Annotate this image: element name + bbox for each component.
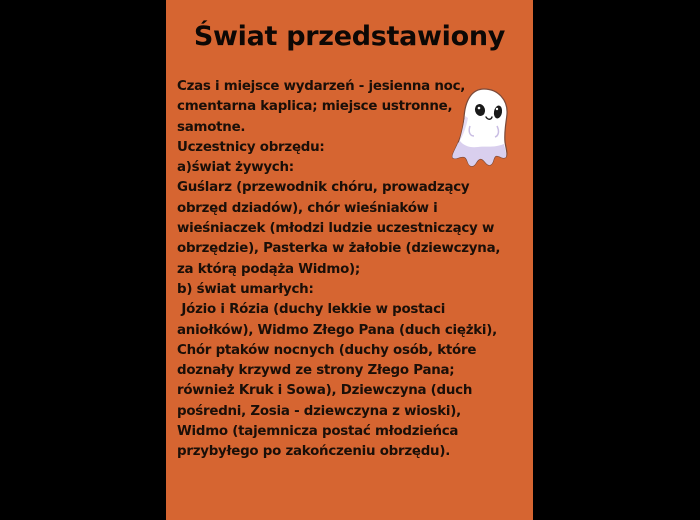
- body-line: b) świat umarłych:: [177, 281, 314, 297]
- body-line: obrzędzie), Pasterka w żałobie (dziewczyna,: [177, 241, 501, 257]
- body-line: samotne.: [177, 119, 246, 135]
- body-line: a)świat żywych:: [177, 160, 294, 176]
- body-line: wieśniaczek (młodzi ludzie uczestniczący w: [177, 221, 495, 237]
- body-line: aniołków), Widmo Złego Pana (duch ciężki),: [177, 322, 497, 338]
- body-line: Widmo (tajemnicza postać młodzieńca: [177, 424, 459, 440]
- body-line: doznały krzywd ze strony Złego Pana;: [177, 363, 455, 379]
- body-line: obrzęd dziadów), chór wieśniaków i: [177, 200, 438, 216]
- body-line: za którą podąża Widmo);: [177, 261, 361, 277]
- body-line: również Kruk i Sowa), Dziewczyna (duch: [177, 383, 473, 399]
- body-line: Uczestnicy obrzędu:: [177, 139, 325, 155]
- body-line: Chór ptaków nocnych (duchy osób, które: [177, 342, 477, 358]
- ghost-icon: [450, 86, 512, 168]
- body-line: Józio i Rózia (duchy lekkie w postaci: [177, 302, 446, 318]
- body-line: Guślarz (przewodnik chóru, prowadzący: [177, 180, 470, 196]
- body-line: pośredni, Zosia - dziewczyna z wioski),: [177, 403, 461, 419]
- body-line: Czas i miejsce wydarzeń - jesienna noc,: [177, 79, 466, 94]
- slide-title: Świat przedstawiony: [193, 21, 506, 52]
- body-line: cmentarna kaplica; miejsce ustronne,: [177, 99, 453, 115]
- slide: [166, 0, 533, 520]
- body-line: przybyłego po zakończeniu obrzędu).: [177, 444, 451, 460]
